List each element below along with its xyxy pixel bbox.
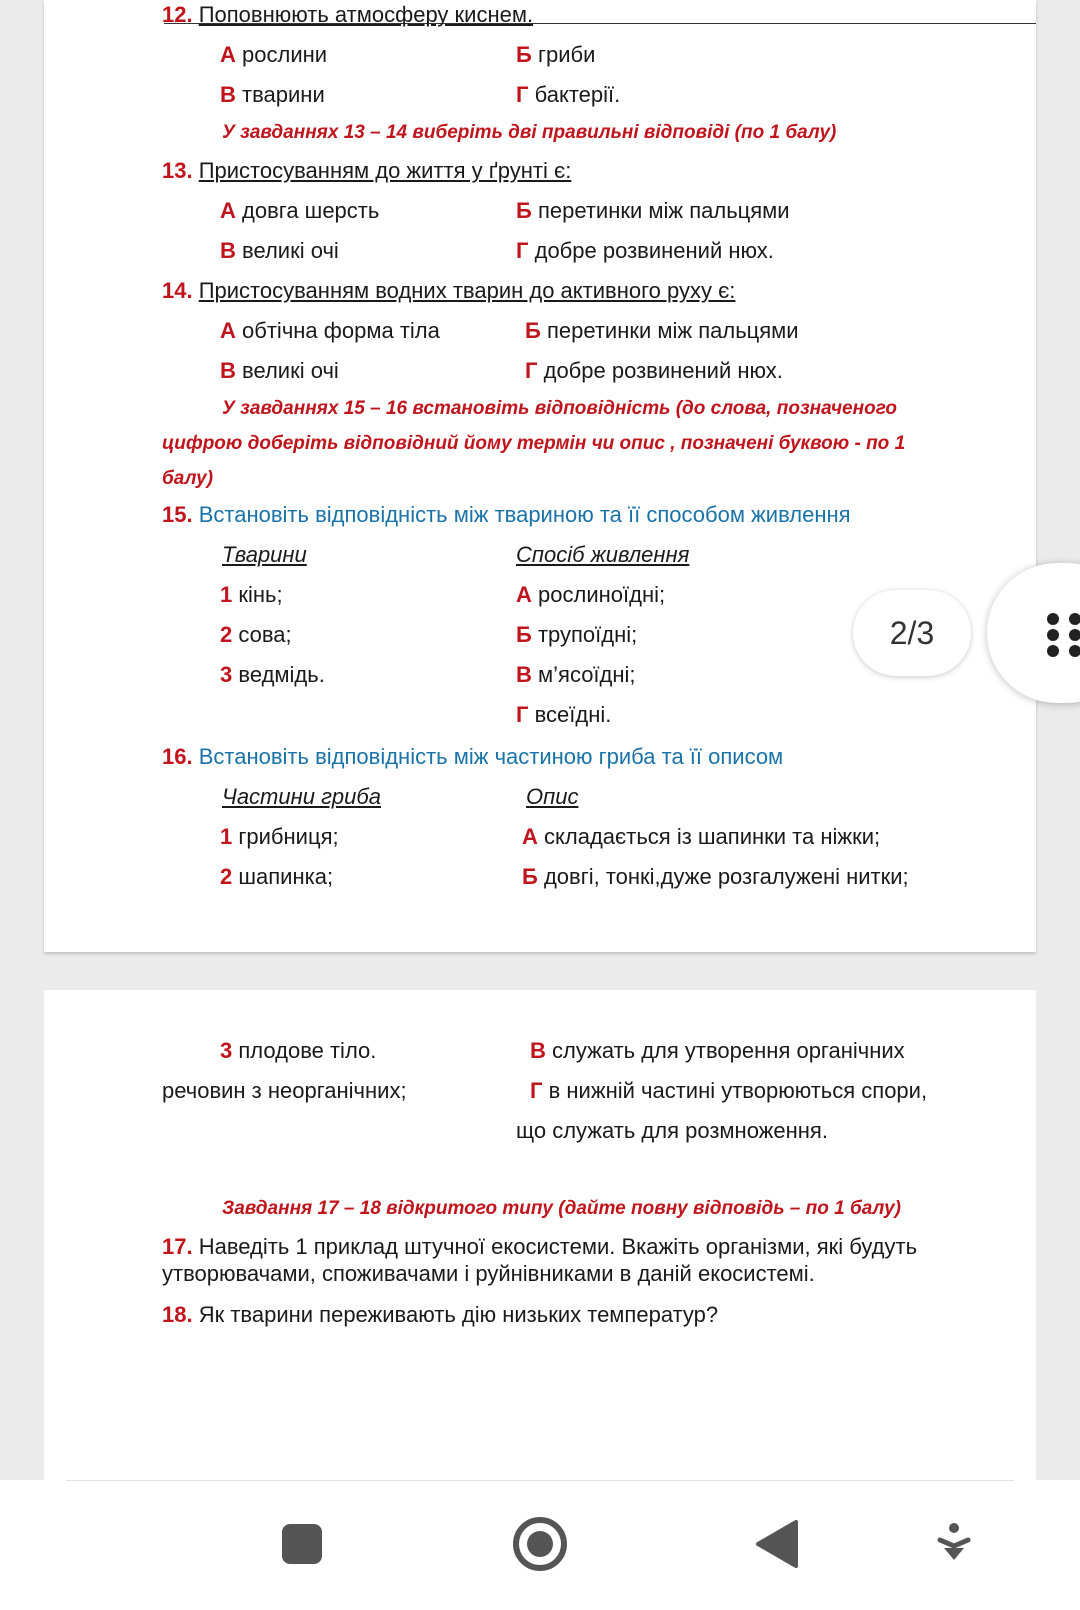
- q15-left-2: 2 сова;: [220, 622, 292, 647]
- accessibility-icon[interactable]: [936, 1522, 972, 1566]
- q15-right-d: Г всеїдні.: [516, 702, 612, 727]
- q14-option-a: А обтічна форма тіла: [220, 318, 440, 343]
- q16-right-header: Опис: [526, 784, 579, 809]
- q16-right-d: Г в нижній частині утворюються спори,: [530, 1078, 928, 1103]
- q16-left-3: 3 плодове тіло.: [220, 1038, 377, 1063]
- q15-right-c: В м’ясоїдні;: [516, 662, 636, 687]
- q16-right-c: В служать для утворення органічних: [530, 1038, 905, 1063]
- question-16: 16. Встановіть відповідність між частиною гриба та її описом: [162, 744, 784, 769]
- q15-left-header: Тварини: [222, 542, 307, 567]
- q12-option-d: Г бактерії.: [516, 82, 621, 107]
- q14-option-c: В великі очі: [220, 358, 339, 383]
- page-indicator[interactable]: 2/3: [853, 590, 971, 676]
- back-triangle-icon[interactable]: [754, 1518, 800, 1570]
- question-17-line2: утворювачами, споживачами і руйнівниками в даній екосистемі.: [162, 1261, 815, 1286]
- q15-right-b: Б трупоїдні;: [516, 622, 638, 647]
- q15-right-header: Спосіб живлення: [516, 542, 690, 567]
- instruction-17-18: Завдання 17 – 18 відкритого типу (дайте повну відповідь – по 1 балу): [222, 1198, 901, 1219]
- q16-left-1: 1 грибниця;: [220, 824, 339, 849]
- instruction-15-16-line2: цифрою доберіть відповідний йому термін чи опис , позначені буквою - по 1: [162, 433, 906, 454]
- q16-right-b: Б довгі, тонкі,дуже розгалужені нитки;: [522, 864, 909, 889]
- question-14: 14. Пристосуванням водних тварин до активного руху є:: [162, 278, 736, 303]
- question-12: 12. Поповнюють атмосферу киснем.: [162, 2, 534, 27]
- question-13: 13. Пристосуванням до життя у ґрунті є:: [162, 158, 572, 183]
- q14-option-d: Г добре розвинений нюх.: [525, 358, 783, 383]
- q15-left-3: 3 ведмідь.: [220, 662, 325, 687]
- q14-option-b: Б перетинки між пальцями: [525, 318, 799, 343]
- q16-right-d-continued: що служать для розмноження.: [516, 1118, 828, 1143]
- question-15: 15. Встановіть відповідність між твариною та її способом живлення: [162, 502, 851, 527]
- instruction-15-16-line1: У завданнях 15 – 16 встановіть відповідність (до слова, позначеного: [222, 398, 897, 419]
- q13-option-c: В великі очі: [220, 238, 339, 263]
- home-circle-icon[interactable]: [510, 1514, 570, 1574]
- q16-right-c-continued: речовин з неорганічних;: [162, 1078, 407, 1103]
- q12-option-c: В тварини: [220, 82, 325, 107]
- q12-option-a: А рослини: [220, 42, 328, 67]
- q12-option-b: Б гриби: [516, 42, 596, 67]
- navbar-divider: [66, 1480, 1014, 1481]
- q16-left-2: 2 шапинка;: [220, 864, 334, 889]
- q16-right-a: А складається із шапинки та ніжки;: [522, 824, 881, 849]
- question-18: 18. Як тварини переживають дію низьких температур?: [162, 1302, 719, 1327]
- q13-option-a: А довга шерсть: [220, 198, 380, 223]
- q13-option-b: Б перетинки між пальцями: [516, 198, 790, 223]
- q15-right-a: А рослиноїдні;: [516, 582, 666, 607]
- q16-left-header: Частини гриба: [222, 784, 381, 809]
- dots-grid-icon: [1047, 613, 1080, 657]
- q15-left-1: 1 кінь;: [220, 582, 283, 607]
- system-navigation-bar: [0, 1480, 1080, 1610]
- question-17-line1: 17. Наведіть 1 приклад штучної екосистеми. Вкажіть організми, які будуть: [162, 1234, 918, 1259]
- q13-option-d: Г добре розвинений нюх.: [516, 238, 774, 263]
- square-recents-icon[interactable]: [280, 1522, 324, 1566]
- instruction-13-14: У завданнях 13 – 14 виберіть дві правильні відповіді (по 1 балу): [222, 122, 837, 143]
- instruction-15-16-line3: балу): [162, 468, 214, 489]
